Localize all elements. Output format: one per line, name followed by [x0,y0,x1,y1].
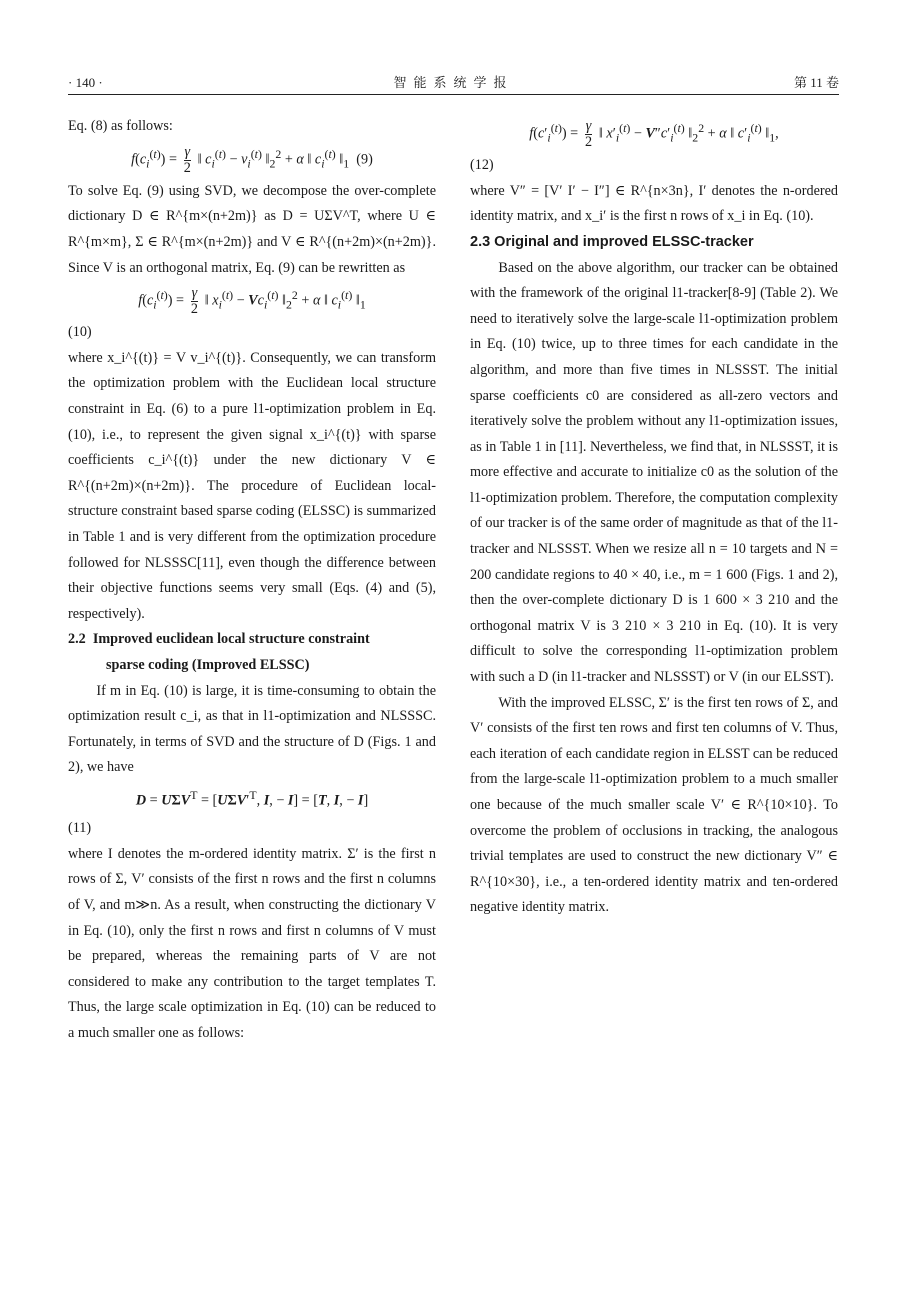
paragraph-identity: where I denotes the m-ordered identity matrix. Σ′ is the first n rows of Σ, V′ consists of the first n rows and the first n columns of V, and m≫n. As a result, when constructing the dictionary V in Eq. (10), only the first n rows and first n columns of V must be prepared, whereas the remaining parts of V are not considered to make any contribution to the target templates T. Thus, the large scale optimization in Eq. (10) can be reduced to a much smaller one as follows: [68,845,436,1042]
paragraph-improved: If m in Eq. (10) is large, it is time-consuming to obtain the optimization result c_i, as that in l1-optimization and NLSSSC. Fortunately, in terms of SVD and the structure of D (Figs. 1 and 2), we have [68,682,436,776]
running-header [68,72,839,95]
equation-12: $f(c'_i^{(t)})$ = $\frac{\gamma}{2}$ ‖ $x'_i^{(t)} - V''c'_i^{(t)}$ $‖_2^2 + \alpha$ ‖ $c'_i^{(t)}$ $‖_1$, [529,117,779,150]
volume-label: 第 11 卷 [793,75,839,90]
paragraph-vdoubleprime: where V″ = [V′ I′ − I″] ∈ R^{n×3n}, I′ denotes the n-ordered identity matrix, and x_i′ is the first n rows of x_i in Eq. (10). [470,182,838,225]
equation-12-label: (12) [470,157,494,174]
journal-title: 智能系统学报 [393,75,514,90]
left-column [68,114,436,1047]
section-2-3-heading: 2.3 Original and improved ELSSC-tracker [470,233,754,250]
page-number: · 140 · [68,75,103,90]
equation-11: $D = U\Sigma V^T = [U\Sigma V'^T$, I, − I] = [T, I, − I] [135,787,369,809]
right-column [470,114,838,921]
equation-10: $f(c_i^{(t)})$ = $\frac{\gamma}{2}$ ‖ $x_i^{(t)} - Vc_i^{(t)}$ $‖_2^2 + \alpha$ ‖ $c_i^{(t)}$ $‖_1$ [138,285,366,318]
paragraph-transform: where x_i^{(t)} = V v_i^{(t)}. Consequently, we can transform the optimization problem with the Euclidean local structure constraint in Eq. (6) to a pure l1-optimization problem in Eq. (10), i.e., to represent the given signal x_i^{(t)} with sparse coefficients c_i^{(t)} under the new dictionary V ∈ R^{(n+2m)×(n+2m)}. The procedure of Euclidean local-structure constraint based sparse coding (ELSSC) is summarized in Table 1 and is very different from the optimization procedure followed for NLSSSC[11], even though the difference between their objective functions seems very small (Eqs. (4) and (5), respectively). [68,349,436,622]
paragraph-intro: Eq. (8) as follows: [68,118,173,134]
equation-10-label: (10) [68,324,92,341]
section-2-2-heading: 2.2 Improved euclidean local structure constraint [68,631,370,648]
equation-11-label: (11) [68,820,92,837]
equation-9-label: (9) [356,151,373,168]
section-2-2-heading-cont: sparse coding (Improved ELSSC) [106,657,310,673]
paragraph-tracker: Based on the above algorithm, our tracker can be obtained with the framework of the original l1-tracker[8-9] (Table 2). We need to iteratively solve the large-scale l1-optimization problem in Eq. (10) twice, up to three times for each candidate in the algorithm, and more than five times in NLSSST. The initial sparse coefficients c0 are considered as all-zero vectors and iteratively solve the problem without any l1-optimization issues, as in Table 1 in [11]. Nevertheless, we find that, in NLSSST, it is more effective and accurate to initialize c0 as the solution of the l1-optimization problem. Therefore, the computation complexity of our tracker is of the same order of magnitude as that of the l1-tracker and NLSSST. When we resize all n = 10 targets and N = 200 candidate regions to 40 × 40, i.e., m = 1 600 (Figs. 1 and 2), then the over-complete dictionary D is 1 600 × 3 210 and the orthogonal matrix V is 3 210 × 3 210 in Eq. (10). It is very difficult to solve the corresponding l1-optimization problem with such a D (in l1-tracker and NLSSST) or V (in our ELSST). [470,259,838,686]
equation-9: $f(c_i^{(t)})$ = $\frac{\gamma}{2}$ ‖ $c_i^{(t)} - v_i^{(t)}$ $‖_2^2 + \alpha$ ‖ $c_i^{(t)}$ $‖_1$ (9) [131,143,373,176]
paragraph-svd: To solve Eq. (9) using SVD, we decompose the over-complete dictionary D ∈ R^{m×(n+2m)} as D = UΣV^T, where U ∈ R^{m×m}, Σ ∈ R^{m×(n+2m)} and V ∈ R^{(n+2m)×(n+2m)}. Since V is an orthogonal matrix, Eq. (9) can be rewritten as [68,182,436,276]
paragraph-improved-elssc: With the improved ELSSC, Σ′ is the first ten rows of Σ, and V′ consists of the first ten rows and first ten columns of V. Thus, each iteration of each candidate region in ELSST can be reduced from the large-scale l1-optimization problem to a much smaller one because of the much smaller scale V′ ∈ R^{10×10}. To overcome the problem of occlusions in tracking, the analogous trivial templates are used to construct the new dictionary V″ ∈ R^{10×30}, i.e., a ten-ordered identity matrix and ten-ordered negative identity matrix. [470,694,838,916]
